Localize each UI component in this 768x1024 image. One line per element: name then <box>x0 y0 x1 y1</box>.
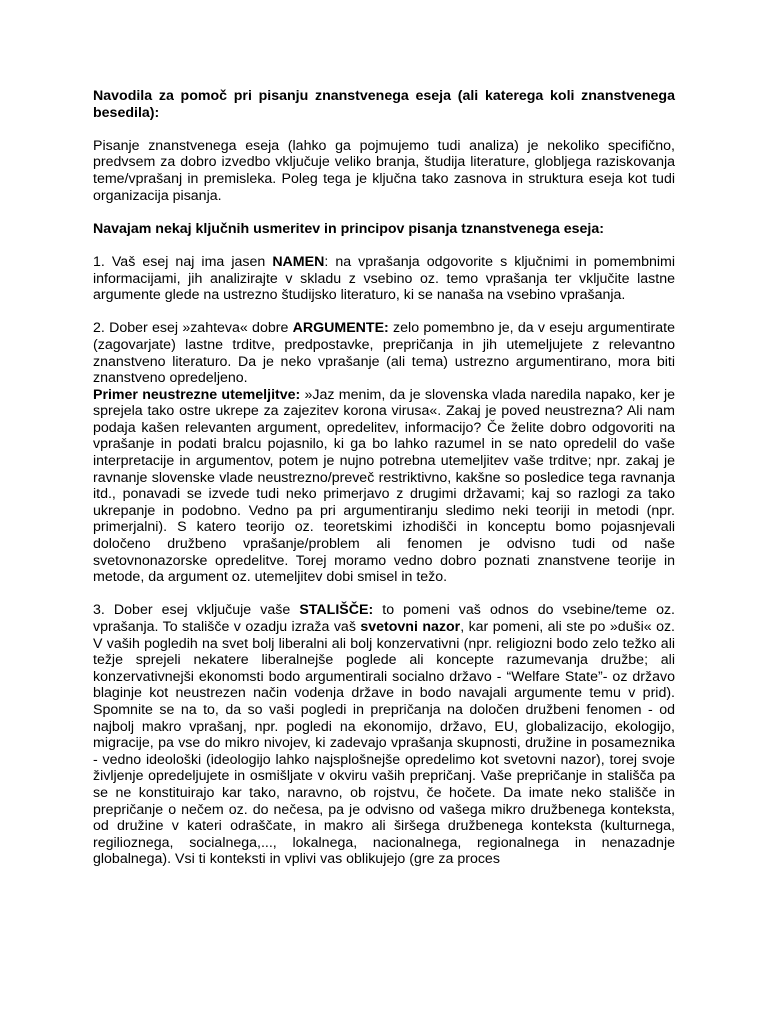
document-title: Navodila za pomoč pri pisanju znanstvenega eseja (ali katerega koli znanstvenega besedila): <box>93 88 675 121</box>
paragraph-argumente: 2. Dober esej »zahteva« dobre ARGUMENTE: zelo pomembno je, da v eseju argumentirate (zagovarjate) lastne trditve, predpostavke, prepričanja in jih utemeljujete z relevantno znanstveno literaturo. Da je neko vprašanje (ali tema) ustrezno argumentirano, mora biti znanstveno opredeljeno. <box>93 320 675 387</box>
paragraph-primer: Primer neustrezne utemeljitve: »Jaz menim, da je slovenska vlada naredila napako, ker je sprejela tako ostre ukrepe za zajezitev korona virusa«. Zakaj je poved neustrezna? Ali nam podaja kašen relevanten argument, opredelitev, informacijo? Če želite dobro odgovoriti na vprašanje in podati bralcu pojasnilo, ki ga bo lahko razumel in se nato opredelil do vaše interpretacije in argumentov, potem je nujno potrebna utemeljitev vaše trditve; npr. zakaj je ravnanje slovenske vlade neustrezno/preveč restriktivno, kakšne so posledice tega ravnanja itd., ponavadi se izvede tudi neko primerjavo z drugimi državami; kaj so razlogi za tako ukrepanje in podobno. Vedno pa pri argumentiranju sledimo neki teoriji in metodi (npr. primerjalni). S katero teorijo oz. teoretskimi izhodišči in konceptu bomo pojasnjevali določeno družbeno vprašanje/problem ali fenomen je odvisno tudi od naše svetovnonazorske opredelitve. Torej moramo vedno dobro poznati znanstvene teorije in metode, da argument oz. utemeljitev dobi smisel in težo. <box>93 386 676 586</box>
intro-paragraph: Pisanje znanstvenega eseja (lahko ga pojmujemo tudi analiza) je nekoliko specifično, predvsem za dobro izvedbo vključuje veliko branja, študija literature, globljega raziskovanja teme/vprašanj in premisleka. Poleg tega je ključna tako zasnova in struktura eseja kot tudi organizacija pisanja. <box>93 137 675 204</box>
paragraph-namen: 1. Vaš esej naj ima jasen NAMEN: na vprašanja odgovorite s ključnimi in pomembnimi informacijami, jih analizirajte v skladu z vsebino oz. temo vprašanja ter vključite lastne argumente glede na ustrezno študijsko literaturo, ki se nanaša na vsebino vprašanja. <box>93 253 675 304</box>
paragraph-stalisce: 3. Dober esej vključuje vaše STALIŠČE: to pomeni vaš odnos do vsebine/teme oz. vprašanja. To stališče v ozadju izraža vaš svetovni nazor, kar pomeni, ali ste po »duši« oz. V vaših pogledih na svet bolj liberalni ali bolj konzervativni (npr. religiozni bodo zelo težko ali težje sprejeli nekatere liberalnejše poglede ali koncepte razumevanja družbe; ali konzervativnejši ekonomsti bodo argumentirali socialno državo - “Welfare State”- oz državo blaginje kot neustrezen način vodenja države in bodo navajali argumente temu v prid). Spomnite se na to, da so vaši pogledi in prepričanja na določen družbeni fenomen - od najbolj makro vprašanj, npr. pogledi na ekonomijo, državo, EU, globalizacijo, ekologijo, migracije, pa vse do mikro nivojev, ki zadevajo vprašanja skupnosti, družine in posameznika - vedno ideološki (ideologijo lahko najsplošnejše opredelimo kot svetovni nazor), torej svoje življenje opredeljujete in osmišljate v okviru vaših prepričanj. Vaše prepričanje in stališča pa se ne konstituirajo kar tako, naravno, ob rojstvu, če hočete. Da imate neko stališče in prepričanje o nečem oz. do nečesa, pa je odvisno od vašega mikro družbenega konteksta, od družine v kateri odraščate, in makro ali širšega družbenega konteksta (kulturnega, regilioznega, socialnega,..., lokalnega, nacionalnega, regionalnega in nenazadnje globalnega). Vsi ti konteksti in vplivi vas oblikujejo (gre za proces <box>93 602 676 868</box>
document-page <box>93 88 675 868</box>
section-heading: Navajam nekaj ključnih usmeritev in principov pisanja tznanstvenega eseja: <box>93 220 604 237</box>
